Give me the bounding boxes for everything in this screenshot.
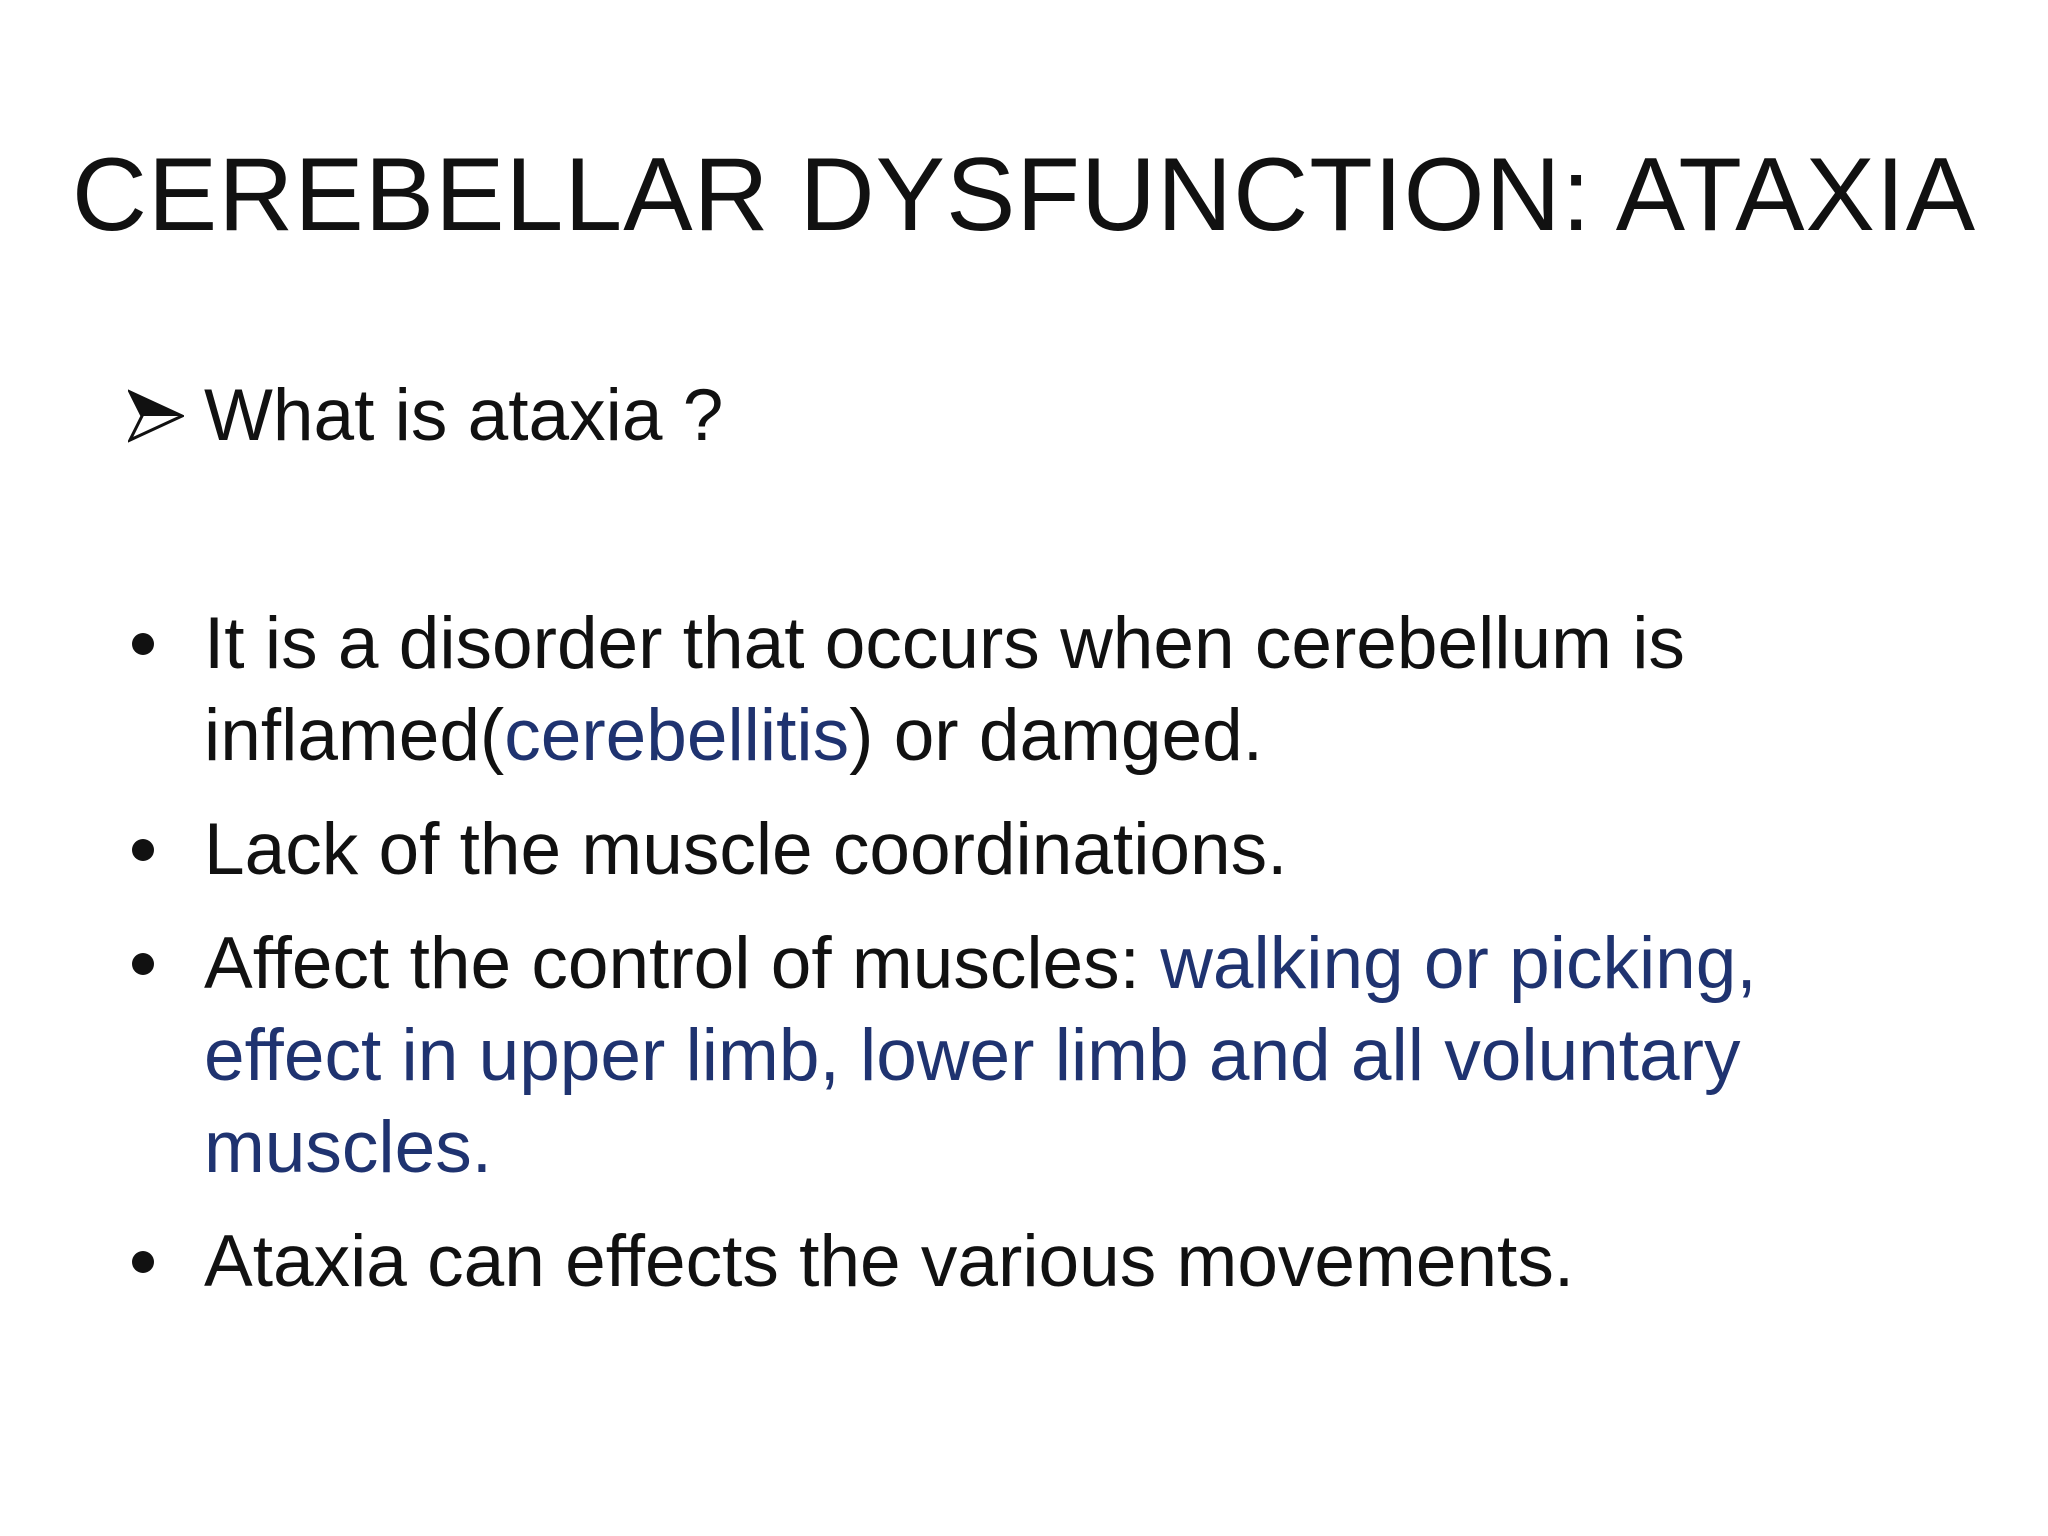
bullet-dot-icon (128, 1216, 188, 1308)
bullet-text: Ataxia can effects the various movements. (204, 1221, 1575, 1302)
bullet-item (128, 598, 1948, 782)
slide-title: CEREBELLAR DYSFUNCTION: ATAXIA (71, 137, 1977, 253)
highlight-text: walking or picking, effect in upper limb, lower limb and all voluntary muscles. (204, 923, 1757, 1188)
slide-content (128, 370, 1948, 1330)
bullet-text: Affect the control of muscles: walking or picking, effect in upper limb, lower limb and all voluntary muscles. (204, 923, 1757, 1188)
bullet-dot-icon (128, 598, 188, 690)
question-item (128, 370, 1948, 462)
highlight-text: cerebellitis (504, 695, 850, 776)
bullet-item (128, 918, 1948, 1194)
bullet-item (128, 804, 1948, 896)
bullet-text: It is a disorder that occurs when cerebellum is inflamed(cerebellitis) or damged. (204, 603, 1685, 776)
question-text: What is ataxia ? (204, 375, 724, 456)
bullet-text: Lack of the muscle coordinations. (204, 809, 1288, 890)
bullet-item (128, 1216, 1948, 1308)
bullet-dot-icon (128, 804, 188, 896)
bullet-dot-icon (128, 918, 188, 1010)
arrow-bullet-icon (128, 370, 188, 462)
